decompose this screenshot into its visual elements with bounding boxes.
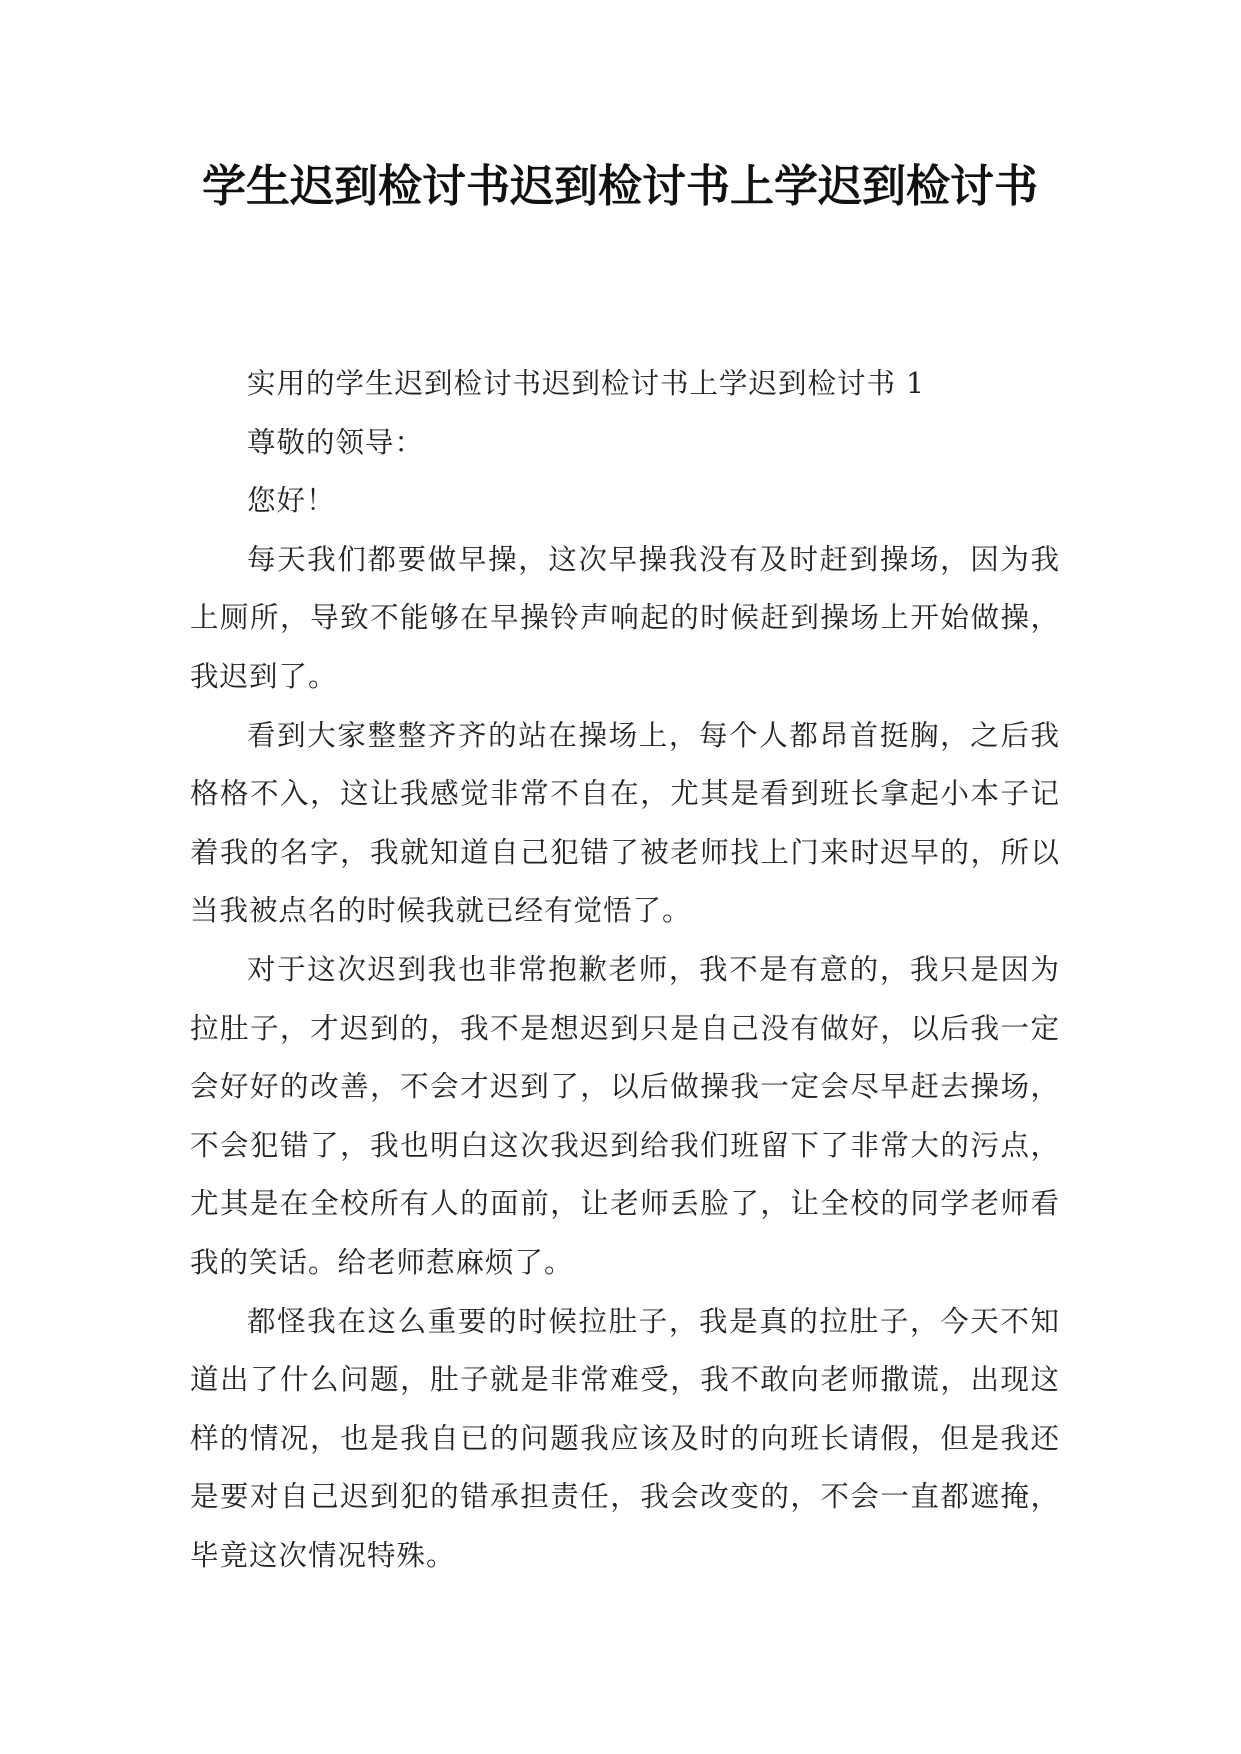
document-body xyxy=(190,355,1060,1585)
paragraph-body: 对于这次迟到我也非常抱歉老师，我不是有意的，我只是因为拉肚子，才迟到的，我不是想迟到只是自己没有做好，以后我一定会好好的改善，不会才迟到了，以后做操我一定会尽早赶去操场，不会犯错了，我也明白这次我迟到给我们班留下了非常大的污点，尤其是在全校所有人的面前，让老师丢脸了，让全校的同学老师看我的笑话。给老师惹麻烦了。 xyxy=(190,952,1060,1279)
document-title: 学生迟到检讨书迟到检讨书上学迟到检讨书 xyxy=(202,161,1038,212)
paragraph-body: 看到大家整整齐齐的站在操场上，每个人都昂首挺胸，之后我格格不入，这让我感觉非常不自在，尤其是看到班长拿起小本子记着我的名字，我就知道自己犯错了被老师找上门来时迟早的，所以当我被点名的时候我就已经有觉悟了。 xyxy=(190,718,1060,928)
paragraph-body: 每天我们都要做早操，这次早操我没有及时赶到操场，因为我上厕所，导致不能够在早操铃声响起的时候赶到操场上开始做操，我迟到了。 xyxy=(190,542,1060,693)
paragraph-greeting: 您好！ xyxy=(247,484,336,518)
paragraph-salutation: 尊敬的领导： xyxy=(247,425,425,459)
paragraph-heading: 实用的学生迟到检讨书迟到检讨书上学迟到检讨书 1 xyxy=(247,367,926,400)
paragraph-body: 都怪我在这么重要的时候拉肚子，我是真的拉肚子，今天不知道出了什么问题，肚子就是非常难受，我不敢向老师撒谎，出现这样的情况，也是我自已的问题我应该及时的向班长请假，但是我还是要对自己迟到犯的错承担责任，我会改变的，不会一直都遮掩，毕竟这次情况特殊。 xyxy=(190,1304,1060,1572)
